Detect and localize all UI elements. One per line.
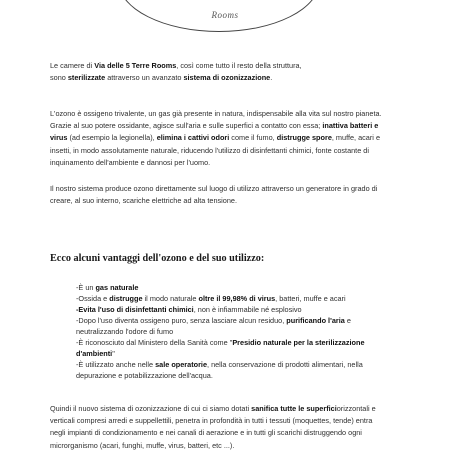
text: -È utilizzato anche nelle xyxy=(76,360,156,369)
text: " xyxy=(112,349,115,358)
emphasis: distrugge xyxy=(109,294,143,303)
text: sono xyxy=(50,73,68,83)
list-item xyxy=(76,315,416,337)
property-name: Via delle 5 Terre Rooms xyxy=(94,61,177,70)
text: , nella conservazione di prodotti alimentari, nella xyxy=(207,360,363,369)
text: Quindi il nuovo sistema di ozonizzazione di cui ci siamo dotati xyxy=(50,404,252,413)
text: , muffe, acari e xyxy=(331,133,381,143)
emphasis: gas naturale xyxy=(95,283,139,292)
text: neutralizzando l'odore di fumo xyxy=(76,327,174,336)
list-item xyxy=(76,293,416,304)
text: attraverso un avanzato xyxy=(105,73,184,83)
logo-text: Rooms xyxy=(211,10,239,20)
emphasis: virus xyxy=(50,133,68,143)
text: e xyxy=(344,316,351,325)
conclusion-paragraph xyxy=(50,403,410,452)
text: Grazie al suo potere ossidante, agisce sull'aria e sulle superfici a contatto con essa; xyxy=(50,121,323,131)
emphasis: sterilizzate xyxy=(67,73,106,83)
emphasis: purificando l'aria xyxy=(286,316,345,325)
generator-paragraph xyxy=(50,183,410,207)
emphasis: oltre il 99,98% di virus xyxy=(198,294,276,303)
text: depurazione e potabilizzazione dell'acqua. xyxy=(76,371,213,380)
text: L'ozono è ossigeno trivalente, un gas già presente in natura, indispensabile alla vita sul nostro pianeta. xyxy=(50,109,382,118)
intro-paragraph xyxy=(50,60,410,84)
text: negli impianti di condizionamento e nei canali di aerazione e in tutti gli scarichi distruggendo ogni xyxy=(50,428,362,438)
text: , non è infiammabile né esplosivo xyxy=(193,305,302,314)
emphasis: sanifica tutte le superfici xyxy=(251,404,337,413)
emphasis: Presidio naturale per la sterilizzazione xyxy=(232,338,365,347)
text: microrganismo (acari, funghi, muffe, virus, batteri, etc ...). xyxy=(50,440,235,450)
section-heading: Ecco alcuni vantaggi dell'ozono e del suo utilizzo: xyxy=(50,253,265,264)
text: inquinamento dell'ambiente e dannosi per l'uomo. xyxy=(50,157,211,167)
text: , batteri, muffe e acari xyxy=(275,294,346,303)
emphasis: sale operatorie xyxy=(155,360,208,369)
text: il modo naturale xyxy=(142,294,199,303)
text: creare, al suo interno, scariche elettriche ad alta tensione. xyxy=(50,196,237,206)
list-item xyxy=(76,337,416,359)
text: -Dopo l'uso diventa ossigeno puro, senza lasciare alcun residuo, xyxy=(76,316,287,325)
emphasis: distrugge spore xyxy=(276,133,332,143)
emphasis: -Evita l'uso di disinfettanti chimici xyxy=(76,305,194,314)
advantages-list xyxy=(76,282,416,381)
list-item xyxy=(76,359,416,381)
text: Le camere di xyxy=(50,61,95,70)
emphasis: d'ambienti xyxy=(76,349,113,358)
text: verticali compresi arredi e suppellettili, penetra in profondità in tutti i tessuti (moquettes, tende) entra xyxy=(50,416,373,426)
list-item xyxy=(76,304,416,315)
emphasis: elimina i cattivi odori xyxy=(156,133,230,143)
text: (ad esempio la legionella), xyxy=(67,133,157,143)
ozone-description-paragraph xyxy=(50,108,410,169)
emphasis: inattiva batteri e xyxy=(322,121,379,131)
text: orizzontali e xyxy=(336,404,376,413)
text: . xyxy=(270,73,273,83)
text: -È un xyxy=(76,283,96,292)
text: come il fumo, xyxy=(229,133,277,143)
text: insetti, in modo assolutamente naturale, riducendo l'utilizzo di disinfettanti chimici, fonte costante di xyxy=(50,145,369,155)
emphasis: sistema di ozonizzazione xyxy=(183,73,271,83)
text: Il nostro sistema produce ozono direttamente sul luogo di utilizzo attraverso un generatore in grado di xyxy=(50,184,378,193)
list-item xyxy=(76,282,416,293)
text: , così come tutto il resto della struttura, xyxy=(176,61,302,70)
text: -È riconosciuto dal Ministero della Sanità come " xyxy=(76,338,233,347)
text: -Ossida e xyxy=(76,294,110,303)
